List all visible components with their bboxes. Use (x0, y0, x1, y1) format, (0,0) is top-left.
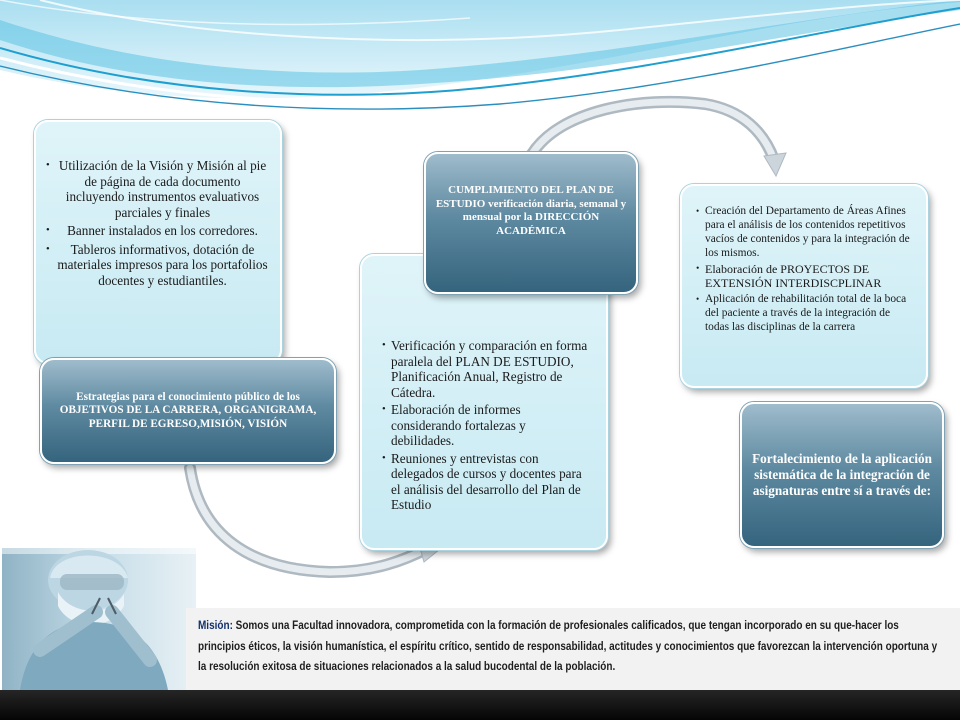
header-wave (0, 0, 960, 109)
plan-compliance-text: CUMPLIMIENTO DEL PLAN DE ESTUDIO verificación diaria, semanal y mensual por la DIRECCIÓN ACADÉMICA (435, 184, 627, 237)
list-item: • Utilización de la Visión y Misión al pie de página de cada documento incluyendo instrumentos evaluativos parciales y finales (46, 158, 270, 220)
list-item: • Banner instalados en los corredores. (46, 223, 270, 239)
bottom-bar (0, 690, 960, 720)
strategies-text: Estrategias para el conocimiento público de los OBJETIVOS DE LA CARRERA, ORGANIGRAMA, PERFIL DE EGRESO,MISIÓN, VISIÓN (59, 390, 317, 430)
department-actions-list (696, 204, 916, 334)
strategies-box (40, 358, 336, 464)
list-item: • Elaboración de PROYECTOS DE EXTENSIÓN INTERDISCPLINAR (696, 262, 916, 290)
list-item: • Reuniones y entrevistas con delegados de cursos y docentes para el análisis del desarrollo del Plan de Estudio (382, 451, 592, 513)
mission-label: Misión: (198, 619, 233, 632)
verification-actions-box (360, 254, 608, 550)
strengthening-box (740, 402, 944, 548)
list-item: • Creación del Departamento de Áreas Afines para el análisis de los contenidos repetitivos vacíos de contenidos y para la integración de los mismos. (696, 204, 916, 260)
strengthening-text: Fortalecimiento de la aplicación sistemática de la integración de asignaturas entre sí a través de: (752, 451, 932, 498)
visibility-actions-box (34, 120, 282, 364)
visibility-actions-list (46, 158, 270, 288)
mission-statement (198, 616, 948, 678)
list-item: • Verificación y comparación en forma paralela del PLAN DE ESTUDIO, Planificación Anual, Registro de Cátedra. (382, 338, 592, 400)
mission-body: Somos una Facultad innovadora, comprometida con la formación de profesionales calificados, que tengan incorporado en su que-hacer los principios éticos, la visión humanística, el espíritu crítico, sentido de responsabilidad, actitudes y conocimientos que favorezcan la intervención oportuna y la resolución exitosa de situaciones relacionados a la salud bucodental de la población. (198, 619, 938, 673)
list-item: • Tableros informativos, dotación de materiales impresos para los portafolios docentes y estudiantiles. (46, 242, 270, 289)
verification-actions-list (382, 338, 592, 513)
dentist-photo (2, 548, 196, 690)
department-actions-box (680, 184, 928, 388)
plan-compliance-box (424, 152, 638, 294)
list-item: • Elaboración de informes considerando fortalezas y debilidades. (382, 402, 592, 449)
list-item: • Aplicación de rehabilitación total de la boca del paciente a través de la integración de todas las disciplinas de la carrera (696, 292, 916, 334)
